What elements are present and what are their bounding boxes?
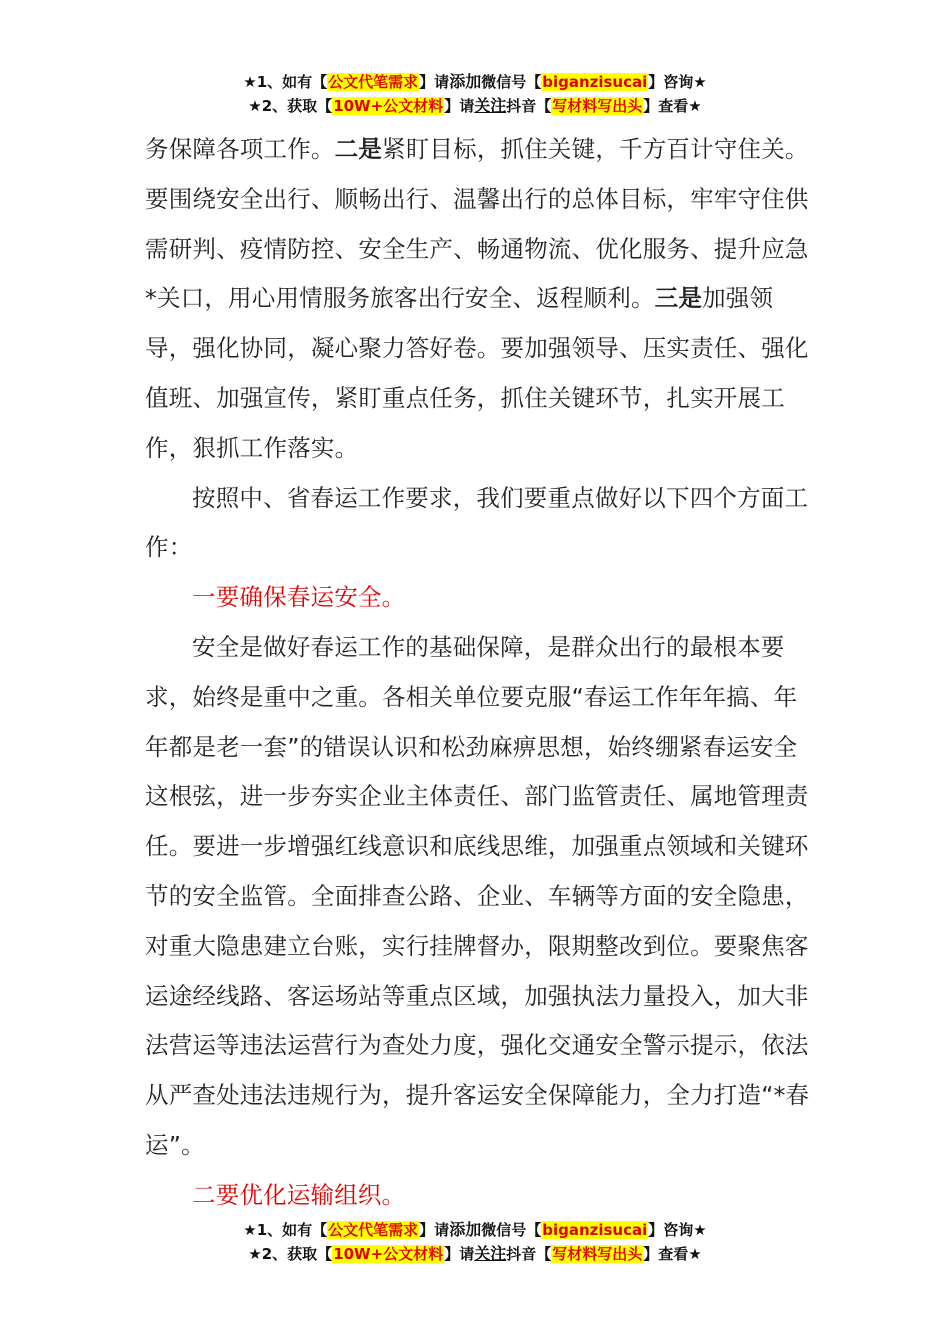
banner-line-2: ★2、获取【10W+公文材料】请关注抖音【写材料写出头】查看★: [248, 96, 702, 115]
footer-highlight-materials: 10W+公文材料: [333, 1245, 444, 1263]
highlight-douyin-id: 写材料写出头: [552, 97, 643, 115]
bold-marker-2: 二是: [334, 135, 383, 163]
footer-line-2: ★2、获取【10W+公文材料】请关注抖音【写材料写出头】查看★: [248, 1244, 702, 1263]
document-body: [145, 125, 810, 1221]
footer-line-1: ★1、如有【公文代笔需求】请添加微信号【biganzisucai】咨询★: [243, 1220, 707, 1239]
paragraph-3: 安全是做好春运工作的基础保障，是群众出行的最根本要求，始终是重中之重。各相关单位要克服“春运工作年年搞、年年都是老一套”的错误认识和松劲麻痹思想，始终绷紧春运安全这根弦，进一步夯实企业主体责任、部门监管责任、属地管理责任。要进一步增强红线意识和底线思维，加强重点领域和关键环节的安全监管。全面排查公路、企业、车辆等方面的安全隐患，对重大隐患建立台账，实行挂牌督办，限期整改到位。要聚焦客运途经线路、客运场站等重点区域，加强执法力量投入，加大非法营运等违法运营行为查处力度，强化交通安全警示提示，依法从严查处违法违规行为，提升客运安全保障能力，全力打造“*春运”。: [145, 632, 810, 1159]
highlight-service: 公文代笔需求: [328, 73, 419, 91]
highlight-wechat-id: biganzisucai: [542, 73, 648, 91]
paragraph-1: 务保障各项工作。二是紧盯目标，抓住关键，千方百计守住关。要围绕安全出行、顺畅出行、温馨出行的总体目标，牢牢守住供需研判、疫情防控、安全生产、畅通物流、优化服务、提升应急*关口，用心用情服务旅客出行安全、返程顺利。三是加强领导，强化协同，凝心聚力答好卷。要加强领导、压实责任、强化值班、加强宣传，紧盯重点任务，抓住关键环节，扎实开展工作，狠抓工作落实。: [145, 135, 809, 462]
header-banner: [0, 70, 950, 118]
section-heading-1: 一要确保春运安全。: [192, 583, 406, 612]
footer-banner: [0, 1218, 950, 1266]
banner-line-1: ★1、如有【公文代笔需求】请添加微信号【biganzisucai】咨询★: [243, 72, 707, 91]
footer-highlight-service: 公文代笔需求: [328, 1221, 419, 1239]
footer-highlight-wechat-id: biganzisucai: [542, 1221, 648, 1239]
highlight-materials: 10W+公文材料: [333, 97, 444, 115]
footer-highlight-douyin-id: 写材料写出头: [552, 1245, 643, 1263]
section-heading-2: 二要优化运输组织。: [192, 1180, 406, 1209]
bold-marker-3: 三是: [654, 284, 703, 313]
paragraph-2: 按照中、省春运工作要求，我们要重点做好以下四个方面工作：: [145, 483, 809, 562]
